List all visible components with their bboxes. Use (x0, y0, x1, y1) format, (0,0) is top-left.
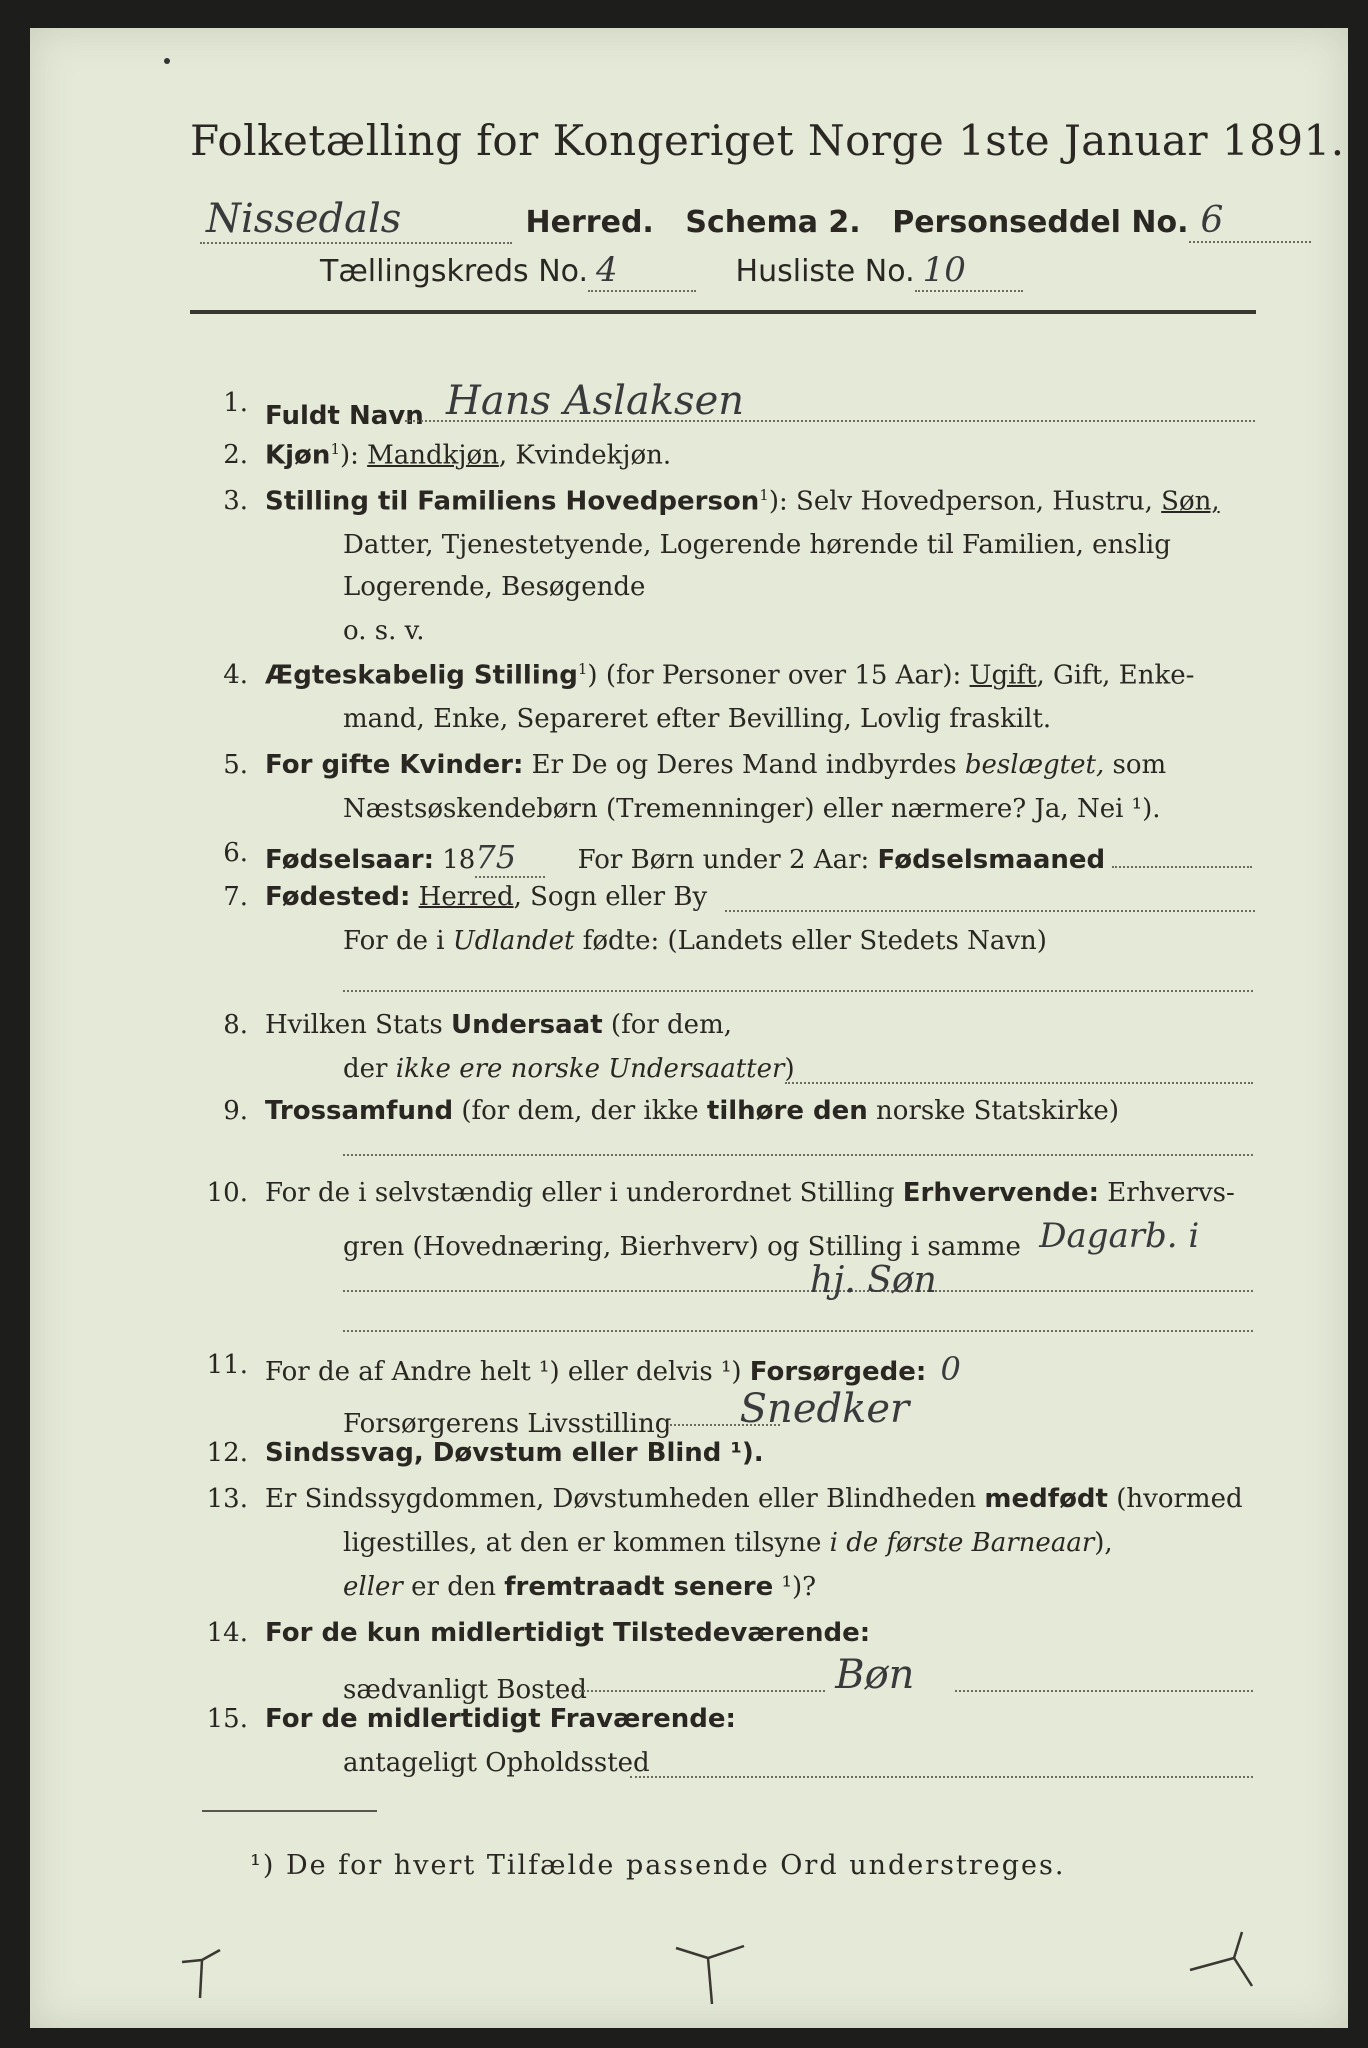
crop-mark-left (180, 1946, 240, 2006)
item-10-line2-text: gren (Hovednæring, Bierhverv) og Stilling i samme (343, 1232, 1021, 1262)
form-title: Folketælling for Kongeriget Norge 1ste Januar 1891. (190, 116, 1345, 165)
item-7-dotted-line-2 (343, 990, 1253, 992)
item-10-line1-bold: Erhvervende: (902, 1178, 1100, 1208)
item-3-label: Stilling til Familiens Hovedperson (265, 486, 760, 517)
personseddel-value: 6 (1189, 200, 1311, 243)
item-10-row (265, 1178, 1235, 1208)
item-11-line1-bold: Forsørgede: (749, 1357, 927, 1387)
crop-mark-right (1188, 1926, 1268, 1996)
item-7-dotted-line (725, 910, 1255, 912)
header-rule (190, 310, 1256, 314)
item-5-text: Er De og Deres Mand indbyrdes (523, 750, 965, 780)
item-10-dotted-line (343, 1290, 1253, 1292)
item-8-line1-bold: Undersaat (450, 1010, 603, 1040)
herred-line (200, 196, 1311, 244)
item-4-line2: mand, Enke, Separeret efter Bevilling, Lovlig fraskilt. (343, 704, 1052, 734)
item-8-dotted-line (785, 1082, 1253, 1084)
item-11-line1-a: For de af Andre helt ¹) eller delvis ¹) (265, 1357, 750, 1387)
item-10-dotted-line-2 (343, 1330, 1253, 1332)
item-7-number: 7. (223, 882, 248, 912)
item-7-line2-a: For de i (343, 926, 453, 956)
item-7-option-herred: Herred (418, 882, 514, 912)
item-4-option-ugift: Ugift (969, 660, 1037, 691)
item-6-year-prefix: 18 (434, 845, 476, 875)
item-11-value: Snedker (739, 1386, 910, 1432)
item-15-line2: antageligt Opholdssted (343, 1748, 650, 1778)
footnote-rule (202, 1810, 377, 1812)
item-13-line1-b: (hvormed (1107, 1484, 1243, 1514)
item-5-row (265, 750, 1166, 780)
item-2-option-kvindekjon: , Kvindekjøn. (498, 440, 672, 471)
item-10-value1: Dagarb. i (1039, 1216, 1200, 1256)
item-15-number: 15. (206, 1704, 248, 1734)
item-4-text: ) (for Personer over 15 Aar): (587, 660, 970, 691)
item-6-number: 6. (223, 838, 248, 868)
herred-label: Herred. (525, 205, 654, 240)
husliste-value: 10 (915, 250, 1023, 292)
item-2-option-mandkjon: Mandkjøn (367, 440, 499, 471)
item-12-text: Sindssvag, Døvstum eller Blind ¹). (265, 1438, 764, 1468)
item-3-line4: o. s. v. (343, 616, 425, 646)
item-3-line2: Datter, Tjenestetyende, Logerende hørende til Familien, enslig (343, 530, 1171, 560)
item-9-bold2: tilhøre den (706, 1096, 868, 1126)
item-7-label: Fødested: (265, 882, 411, 912)
item-1-dotted-line (405, 420, 1255, 422)
item-10-value2: hj. Søn (810, 1260, 937, 1301)
item-1-row (265, 378, 745, 434)
item-2-label: Kjøn (265, 440, 331, 471)
item-11-dotted-line (670, 1424, 780, 1426)
item-2-sup: 1 (330, 440, 340, 458)
item-2-row (265, 440, 671, 471)
item-11-line2 (343, 1386, 910, 1442)
item-13-line2 (343, 1528, 1113, 1558)
item-9-tail: norske Statskirke) (867, 1096, 1119, 1126)
footnote: ¹) De for hvert Tilfælde passende Ord understreges. (250, 1850, 1066, 1881)
husliste-label: Husliste No. (735, 254, 915, 289)
item-11-number: 11. (206, 1350, 248, 1380)
herred-value: Nissedals (200, 196, 512, 244)
item-9-number: 9. (223, 1096, 248, 1126)
ink-spot (164, 58, 170, 64)
item-9-bold1: Trossamfund (265, 1096, 454, 1126)
item-6-label: Fødselsaar: (265, 845, 434, 875)
item-15-dotted-line (630, 1776, 1253, 1778)
item-13-number: 13. (206, 1484, 248, 1514)
item-13-line1-a: Er Sindssygdommen, Døvstumheden eller Blindheden (265, 1484, 985, 1514)
item-8-row (265, 1010, 732, 1040)
item-14-line2-text: sædvanligt Bosted (343, 1675, 587, 1705)
item-8-line2-a: der (343, 1054, 396, 1084)
item-13-line2-a: ligestilles, at den er kommen tilsyne (343, 1528, 830, 1558)
item-2-number: 2. (223, 440, 248, 470)
item-4-tail: , Gift, Enke- (1036, 660, 1195, 691)
item-13-line3-b: ¹)? (773, 1572, 817, 1602)
item-10-line2 (343, 1216, 1200, 1264)
item-13-row (265, 1484, 1243, 1514)
item-7-line2 (343, 926, 1047, 956)
item-6-year-value: 75 (475, 838, 545, 878)
item-2-text: ): (339, 440, 368, 471)
item-11-row (265, 1350, 961, 1388)
item-4-label: Ægteskabelig Stilling (265, 660, 578, 691)
item-5-label: For gifte Kvinder: (265, 750, 524, 780)
item-14-line1: For de kun midlertidigt Tilstedeværende: (265, 1618, 871, 1648)
census-form-sheet (30, 28, 1348, 2028)
item-4-sup: 1 (577, 660, 588, 678)
item-13-line3-it: eller (343, 1572, 403, 1602)
item-13-line2-b: ), (1094, 1528, 1113, 1558)
item-7-row (265, 882, 707, 912)
kreds-value: 4 (588, 250, 696, 292)
kreds-label: Tællingskreds No. (320, 254, 588, 289)
item-3-row (265, 486, 1220, 517)
item-6-dotted-line (1112, 866, 1252, 868)
item-1-number: 1. (223, 388, 248, 418)
item-8-line2-b: ) (784, 1054, 795, 1084)
item-11-value0: 0 (940, 1350, 961, 1388)
item-7-rest: , Sogn eller By (513, 882, 708, 912)
item-5-tail: som (1104, 750, 1167, 780)
item-3-number: 3. (223, 486, 248, 516)
item-8-line1-a: Hvilken Stats (265, 1010, 451, 1040)
item-10-line1-b: Erhvervs- (1099, 1178, 1235, 1208)
item-10-number: 10. (206, 1178, 248, 1208)
item-4-row (265, 660, 1194, 691)
item-13-line1-bold: medfødt (984, 1484, 1108, 1514)
item-5-line2: Næstsøskendebørn (Tremenninger) eller nærmere? Ja, Nei ¹). (343, 794, 1161, 824)
item-14-number: 14. (206, 1618, 248, 1648)
item-15-line1: For de midlertidigt Fraværende: (265, 1704, 736, 1734)
personseddel-label: Personseddel No. (892, 205, 1189, 240)
item-3-option-son: Søn, (1161, 486, 1220, 517)
item-14-line2 (343, 1652, 915, 1708)
item-13-line2-it: i de første Barneaar (829, 1528, 1095, 1558)
item-12-number: 12. (206, 1438, 248, 1468)
item-6-rest: For Børn under 2 Aar: (577, 845, 878, 875)
kreds-line (320, 250, 1023, 292)
item-1-label: Fuldt Navn (265, 401, 424, 431)
item-13-line3 (343, 1572, 816, 1602)
item-10-line1-a: For de i selvstændig eller i underordnet Stilling (265, 1178, 903, 1208)
item-13-line3-bold: fremtraadt senere (504, 1572, 774, 1602)
item-6-row (265, 838, 1105, 878)
item-8-line2 (343, 1054, 795, 1084)
item-6-rest-bold: Fødselsmaaned (877, 845, 1106, 875)
item-14-dotted-line (575, 1690, 825, 1692)
item-11-line2-text: Forsørgerens Livsstilling (343, 1409, 672, 1439)
crop-mark-center (670, 1942, 750, 2012)
item-9-text: (for dem, der ikke (453, 1096, 707, 1126)
item-8-line2-it: ikke ere norske Undersaatter (395, 1054, 785, 1084)
item-8-number: 8. (223, 1010, 248, 1040)
item-8-line1-b: (for dem, (602, 1010, 732, 1040)
item-4-number: 4. (223, 660, 248, 690)
item-14-dotted-line-2 (955, 1690, 1253, 1692)
item-7-line2-it: Udlandet (452, 926, 575, 956)
item-3-line3: Logerende, Besøgende (343, 572, 646, 602)
item-9-row (265, 1096, 1119, 1126)
item-1-value: Hans Aslaksen (446, 378, 745, 424)
item-14-value: Bøn (835, 1652, 915, 1698)
item-3-text: ): Selv Hovedperson, Hustru, (768, 486, 1162, 517)
item-7-line2-b: fødte: (Landets eller Stedets Navn) (574, 926, 1047, 956)
item-5-number: 5. (223, 750, 248, 780)
schema-label: Schema 2. (685, 205, 861, 240)
item-5-beslaegtet: beslægtet, (964, 750, 1105, 780)
item-9-dotted-line (343, 1154, 1253, 1156)
item-13-line3-a: er den (402, 1572, 505, 1602)
item-3-sup: 1 (759, 486, 769, 504)
